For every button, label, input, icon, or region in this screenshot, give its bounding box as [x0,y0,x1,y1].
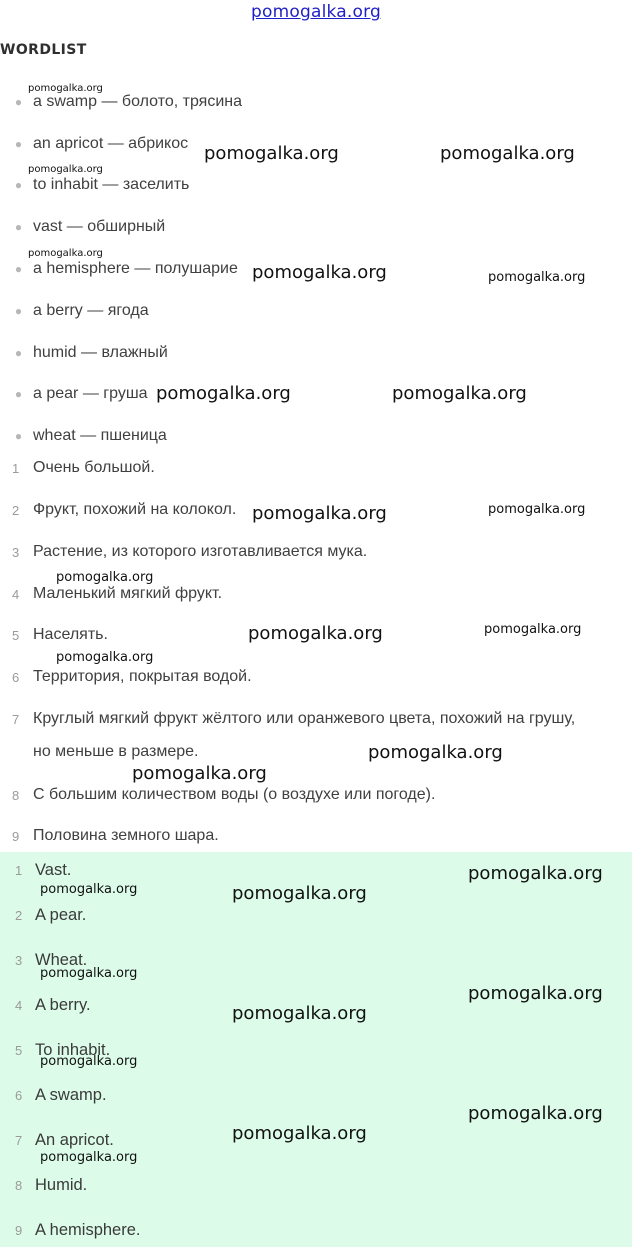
answer-item: 1 Vast. [15,860,72,879]
list-item: ● wheat — пшеница [0,426,167,446]
watermark: pomogalka.org [56,650,154,665]
watermark: pomogalka.org [40,966,138,981]
definition-item: 2 Фрукт, похожий на колокол. [12,501,237,518]
watermark: pomogalka.org [468,983,603,1004]
watermark: pomogalka.org [248,623,383,644]
watermark: pomogalka.org [392,383,527,404]
watermark: pomogalka.org [40,1150,138,1165]
watermark: pomogalka.org [368,742,503,763]
watermark: pomogalka.org [156,383,291,404]
list-item: ● vast — обширный [0,217,165,237]
site-title[interactable]: pomogalka.org [251,2,381,22]
bullet-icon: ● [14,429,23,443]
watermark: pomogalka.org [488,270,586,285]
bullet-icon: ● [14,304,23,318]
answer-item: 3 Wheat. [15,950,88,969]
list-item: ● a pear — груша [0,384,148,404]
answer-item: 4 A berry. [15,995,91,1014]
answer-item: 2 A pear. [15,905,87,924]
answer-item: 6 A swamp. [15,1085,107,1104]
bullet-icon: ● [14,220,23,234]
bullet-icon: ● [14,178,23,192]
definition-item: 8 С большим количеством воды (о воздухе или погоде). [12,786,436,803]
bullet-icon: ● [14,346,23,360]
bullet-icon: ● [14,262,23,276]
watermark: pomogalka.org [232,1123,367,1144]
watermark: pomogalka.org [28,248,103,259]
watermark: pomogalka.org [440,143,575,164]
definition-item: 9 Половина земного шара. [12,827,219,844]
definition-item: 7 Круглый мягкий фрукт жёлтого или оранжевого цвета, похожий на грушу, [12,710,576,727]
list-item: ● a berry — ягода [0,301,149,321]
definition-item: 3 Растение, из которого изготавливается мука. [12,543,368,560]
watermark: pomogalka.org [40,882,138,897]
watermark: pomogalka.org [232,1003,367,1024]
answer-item: 5 To inhabit. [15,1040,111,1059]
list-item: ● to inhabit — заселить [0,175,189,195]
bullet-icon: ● [14,137,23,151]
watermark: pomogalka.org [28,83,103,94]
bullet-icon: ● [14,95,23,109]
definition-item: 4 Маленький мягкий фрукт. [12,585,223,602]
definition-continuation: но меньше в размере. [33,743,199,760]
watermark: pomogalka.org [252,503,387,524]
watermark: pomogalka.org [488,502,586,517]
definition-item: 5 Населять. [12,626,108,643]
watermark: pomogalka.org [40,1054,138,1069]
bullet-icon: ● [14,387,23,401]
watermark: pomogalka.org [28,164,103,175]
watermark: pomogalka.org [252,262,387,283]
definition-item: 1 Очень большой. [12,459,155,476]
list-item: ● an apricot — абрикос [0,134,188,154]
watermark: pomogalka.org [232,883,367,904]
answer-item: 9 A hemisphere. [15,1220,141,1239]
list-item: ● a swamp — болото, трясина [0,92,242,112]
answer-item: 7 An apricot. [15,1130,114,1149]
watermark: pomogalka.org [484,622,582,637]
watermark: pomogalka.org [468,1103,603,1124]
wordlist-heading: WORDLIST [0,42,87,58]
watermark: pomogalka.org [56,570,154,585]
list-item: ● a hemisphere — полушарие [0,259,238,279]
definition-item: 6 Территория, покрытая водой. [12,668,252,685]
watermark: pomogalka.org [468,863,603,884]
watermark: pomogalka.org [204,143,339,164]
answers-panel [0,852,632,1247]
watermark: pomogalka.org [132,763,267,784]
list-item: ● humid — влажный [0,343,168,363]
answer-item: 8 Humid. [15,1175,88,1194]
